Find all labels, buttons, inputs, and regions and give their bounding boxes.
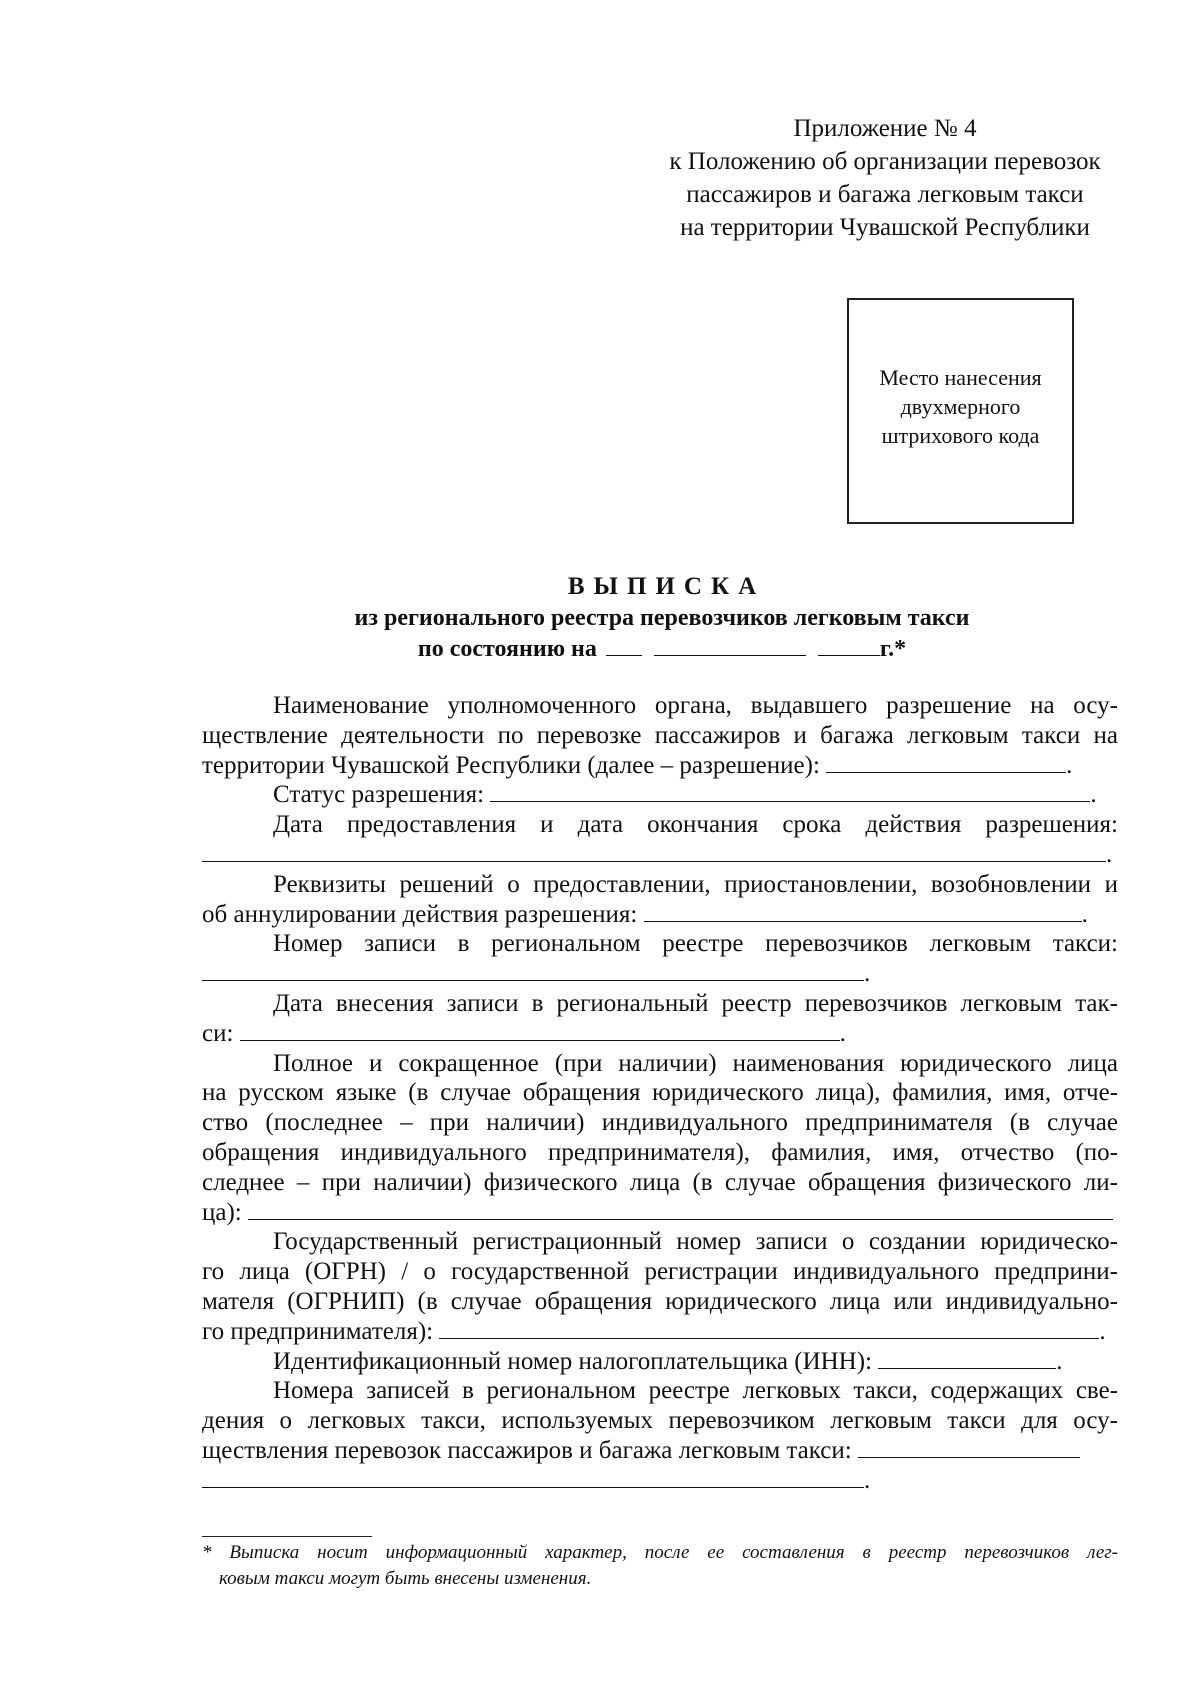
document-title: ВЫПИСКА <box>567 573 766 600</box>
year-blank[interactable] <box>818 654 880 656</box>
barcode-placeholder-box <box>847 298 1074 524</box>
appendix-reference-line: на территории Чувашской Республики <box>680 214 1090 241</box>
date-suffix: г.* <box>879 636 907 662</box>
document-subtitle: из регионального реестра перевозчиков легковым такси <box>354 605 970 631</box>
footnote-divider <box>202 1536 372 1537</box>
appendix-reference-line: к Положению об организации перевозок <box>669 148 1101 175</box>
text-line: Дата предоставления и дата окончания срока действия разрешения: <box>273 811 1118 839</box>
text-line: Полное и сокращенное (при наличии) наименования юридического лица <box>273 1049 1118 1077</box>
footnote-line: * Выписка носит информационный характер, после ее составления в реестр перевозчиков лег- <box>202 1542 1118 1563</box>
text-line: Дата внесения записи в региональный реестр перевозчиков легковым так- <box>273 989 1118 1017</box>
text-line: Номер записи в региональном реестре перевозчиков легковым такси: <box>273 930 1118 958</box>
day-blank[interactable] <box>606 654 642 656</box>
inn-blank[interactable] <box>878 1367 1056 1369</box>
text-line: . <box>202 1466 1118 1496</box>
text-line: го лица (ОГРН) / о государственной регистрации индивидуального предприни- <box>202 1258 1118 1286</box>
text-line: си: . <box>202 1019 846 1047</box>
registry-record-number-blank[interactable] <box>202 979 864 981</box>
text-line: ществления перевозок пассажиров и багажа легковым такси: <box>202 1436 1118 1466</box>
text-line: об аннулировании действия разрешения: . <box>202 900 1088 928</box>
text-line: мателя (ОГРНИП) (в случае обращения юридического лица или индивидуально- <box>202 1287 1118 1315</box>
footnote-line: ковым такси могут быть внесены изменения. <box>219 1568 592 1589</box>
text-line: . <box>202 959 1118 989</box>
text-line: . <box>202 840 1118 870</box>
permit-dates-blank[interactable] <box>202 860 1106 862</box>
barcode-placeholder-text: двухмерного <box>900 394 1021 419</box>
text-line: Идентификационный номер налогоплательщика (ИНН): . <box>273 1347 1063 1375</box>
appendix-header <box>650 112 1120 244</box>
permit-status-blank[interactable] <box>490 800 1090 802</box>
text-line: ство (последнее – при наличии) индивидуального предпринимателя (в случае <box>202 1109 1118 1137</box>
text-line: ца): <box>202 1198 1118 1228</box>
text-line: территории Чувашской Республики (далее – разрешение): . <box>202 751 1073 779</box>
document-body <box>202 691 1118 1496</box>
ogrn-blank[interactable] <box>439 1337 1099 1339</box>
barcode-placeholder-text: Место нанесения <box>879 365 1042 390</box>
text-line: ществление деятельности по перевозке пассажиров и багажа легковым такси на <box>202 721 1118 749</box>
text-line: следнее – при наличии) физического лица (в случае обращения физического ли- <box>202 1168 1118 1196</box>
text-line: дения о легковых такси, используемых перевозчиком легковым такси для осу- <box>202 1407 1118 1435</box>
registry-entry-date-blank[interactable] <box>240 1039 840 1041</box>
text-line: Статус разрешения: . <box>273 781 1097 809</box>
taxi-registry-numbers-blank[interactable] <box>858 1456 1080 1458</box>
decision-details-blank[interactable] <box>644 920 1082 922</box>
text-line: Номера записей в региональном реестре легковых такси, содержащих све- <box>273 1377 1118 1405</box>
text-line: обращения индивидуального предпринимателя), фамилия, имя, отчество (по- <box>202 1138 1118 1166</box>
carrier-name-blank[interactable] <box>248 1218 1113 1220</box>
footnote <box>202 1540 1118 1592</box>
authority-name-blank[interactable] <box>826 771 1066 773</box>
date-prefix: по состоянию на <box>417 636 597 662</box>
text-line: Реквизиты решений о предоставлении, приостановлении, возобновлении и <box>273 870 1118 898</box>
text-line: на русском языке (в случае обращения юридического лица), фамилия, имя, отче- <box>202 1079 1118 1107</box>
text-line: Наименование уполномоченного органа, выдавшего разрешение на осу- <box>273 692 1118 719</box>
text-line: го предпринимателя): . <box>202 1317 1106 1345</box>
appendix-number: Приложение № 4 <box>793 115 977 142</box>
taxi-registry-numbers-continued-blank[interactable] <box>202 1486 864 1488</box>
barcode-placeholder-text: штрихового кода <box>881 423 1040 448</box>
text-line: Государственный регистрационный номер записи о создании юридическо- <box>273 1228 1118 1256</box>
document-heading <box>206 570 1118 665</box>
date-line <box>206 634 1118 665</box>
month-blank[interactable] <box>654 654 806 656</box>
appendix-reference-line: пассажиров и багажа легковым такси <box>686 181 1084 208</box>
